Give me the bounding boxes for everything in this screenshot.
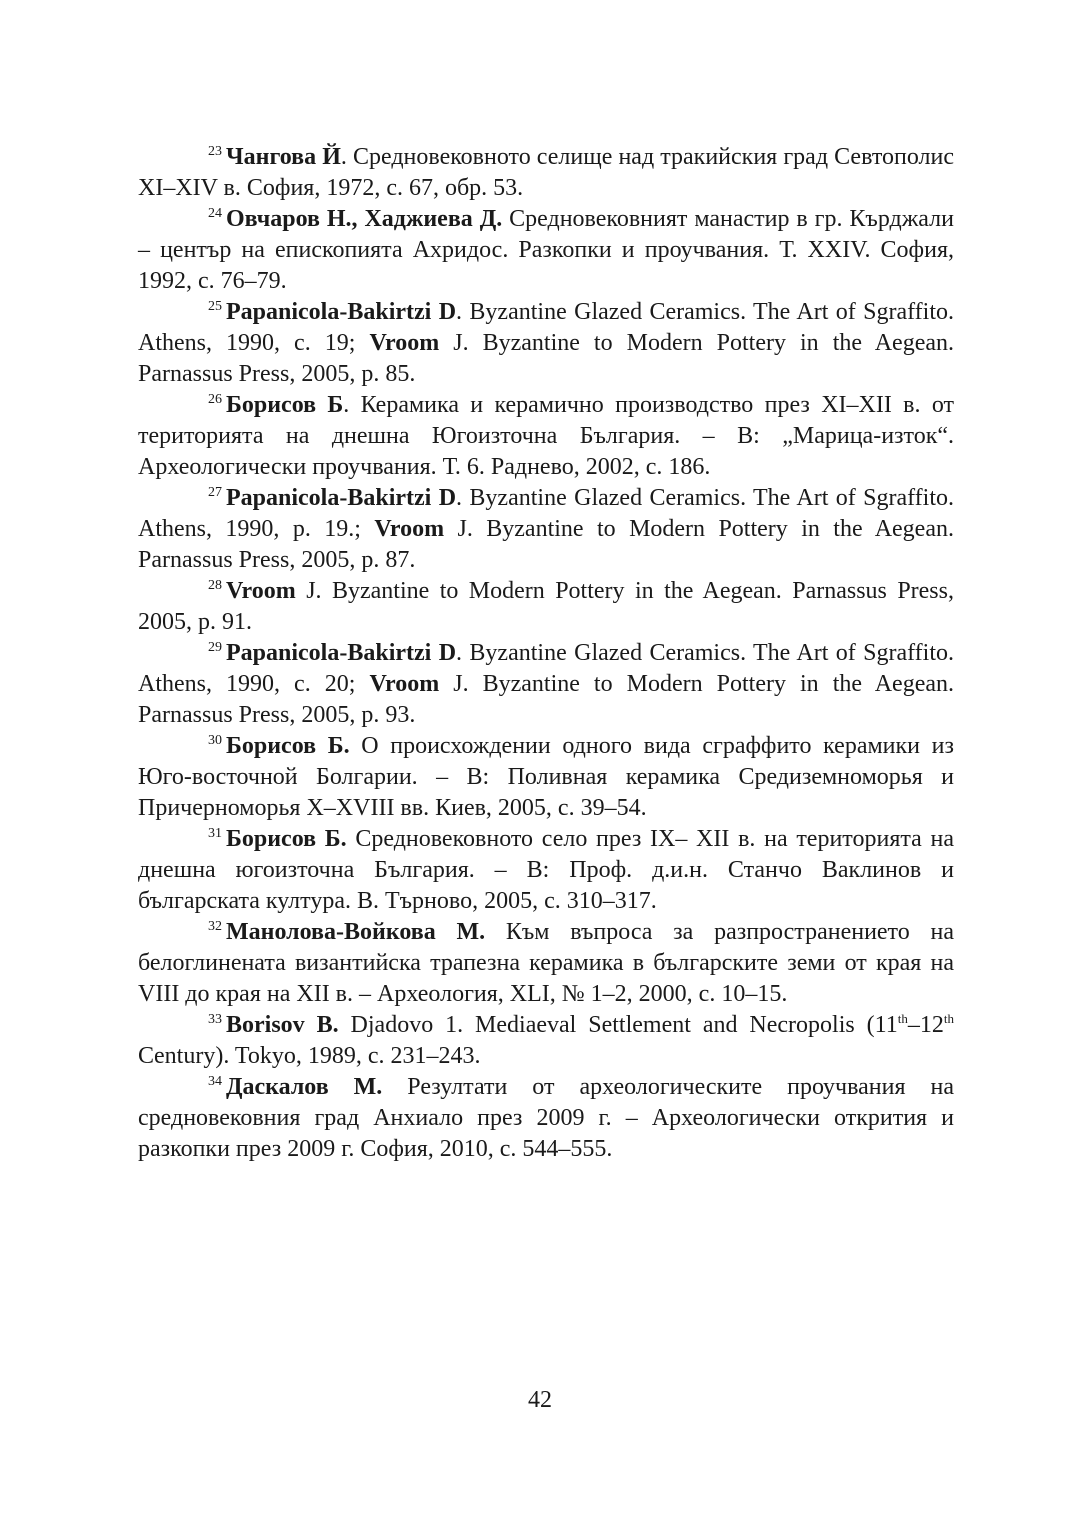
footnote (138, 390, 954, 483)
footnote-text: О происхождении одного вида сграффито керамики из Юго-восточной Болгарии. – В: Поливная керамика Средиземноморья и Причерноморья X–XVIII вв. Киев, 2005, с. 39–54. (138, 733, 954, 821)
footnote-number: 34 (208, 1074, 222, 1089)
footnote-text: . Керамика и керамично производство през XI–XII в. от територията на днешна Югоизточна България. – В: „Марица-изток“. Археологически проучвания. Т. 6. Раднево, 2002, с. 186. (138, 392, 954, 480)
footnote (138, 142, 954, 204)
footnote-number: 28 (208, 578, 222, 593)
footnote-text: Century). Tokyo, 1989, с. 231–243. (138, 1043, 481, 1069)
footnote (138, 1072, 954, 1165)
footnote-number: 26 (208, 392, 222, 407)
superscript: th (943, 1011, 954, 1026)
footnote-author: Манолова-Войкова М. (226, 919, 486, 945)
footnote-author: Papanicola-Bakirtzi D (226, 640, 457, 666)
footnote-text: Средновековното село през IX– XII в. на територията на днешна югоизточна България. – В: Проф. д.и.н. Станчо Ваклинов и българската култура. В. Търново, 2005, с. 310–317. (138, 826, 954, 914)
footnote (138, 204, 954, 297)
footnote-list (138, 142, 954, 1165)
footnote-text: . Byzantine Glazed Ceramics. The Art of Sgraffito. Athens, 1990, с. 20; (138, 640, 955, 697)
footnote-text: J. Byzantine to Modern Pottery in the Aegean. Parnassus Press, 2005, p. 87. (138, 516, 954, 573)
footnote (138, 731, 954, 824)
footnote-text: –12 (907, 1012, 944, 1038)
footnote (138, 483, 954, 576)
footnote-number: 24 (208, 206, 222, 221)
footnote-number: 32 (208, 919, 222, 934)
footnote-text: Djadovo 1. Mediaeval Settlement and Necropolis (11 (338, 1012, 898, 1038)
footnote-author: Vroom (374, 516, 445, 542)
footnote-author: Papanicola-Bakirtzi D (226, 485, 457, 511)
footnote-author: Борисов Б. (226, 733, 350, 759)
footnote-author: Даскалов М. (226, 1074, 383, 1100)
footnote-author: Борисов Б. (226, 826, 347, 852)
footnote-author: Борисов Б (226, 392, 344, 418)
footnote-number: 27 (208, 485, 222, 500)
footnote (138, 576, 954, 638)
footnote-author: Vroom (369, 330, 440, 356)
footnote-number: 25 (208, 299, 222, 314)
footnote-text: . Byzantine Glazed Ceramics. The Art of Sgraffito. Athens, 1990, p. 19.; (138, 485, 955, 542)
footnote-number: 33 (208, 1012, 222, 1027)
footnote-text: Резултати от археологическите проучвания на средновековния град Анхиало през 2009 г. – Археологически открития и разкопки през 2009 г. София, 2010, с. 544–555. (138, 1074, 954, 1162)
footnote (138, 824, 954, 917)
footnote-number: 30 (208, 733, 222, 748)
footnote-number: 23 (208, 144, 222, 159)
footnote-number: 29 (208, 640, 222, 655)
footnote-author: Овчаров Н., Хаджиева Д. (226, 206, 503, 232)
footnote-text: J. Byzantine to Modern Pottery in the Aegean. Parnassus Press, 2005, p. 85. (138, 330, 955, 387)
superscript: th (897, 1011, 908, 1026)
footnote-author: Papanicola-Bakirtzi D (226, 299, 457, 325)
footnote (138, 1010, 954, 1072)
page-number: 42 (528, 1387, 552, 1413)
footnote-text: . Byzantine Glazed Ceramics. The Art of Sgraffito. Athens, 1990, с. 19; (138, 299, 955, 356)
footnote (138, 917, 954, 1010)
footnote-author: Borisov B. (226, 1012, 339, 1038)
footnote-author: Vroom (369, 671, 440, 697)
footnote-author: Vroom (226, 578, 296, 604)
footnote-author: Чангова Й (226, 144, 341, 170)
footnote (138, 297, 954, 390)
footnote-text: Средновековният манастир в гр. Кърджали – център на епископията Ахридос. Разкопки и проучвания. Т. XXIV. София, 1992, с. 76–79. (138, 206, 954, 294)
footnote-text: J. Byzantine to Modern Pottery in the Aegean. Parnassus Press, 2005, p. 91. (138, 578, 954, 635)
footnote-text: . Средновековното селище над тракийския град Севтополис XI–XIV в. София, 1972, с. 67, обр. 53. (138, 144, 954, 201)
footnote (138, 638, 954, 731)
footnote-number: 31 (208, 826, 222, 841)
footnote-text: Към въпроса за разпространението на белоглинената византийска трапезна керамика в българските земи от края на VIII до края на XII в. – Археология, XLI, № 1–2, 2000, с. 10–15. (138, 919, 954, 1007)
footnote-text: J. Byzantine to Modern Pottery in the Aegean. Parnassus Press, 2005, p. 93. (138, 671, 955, 728)
